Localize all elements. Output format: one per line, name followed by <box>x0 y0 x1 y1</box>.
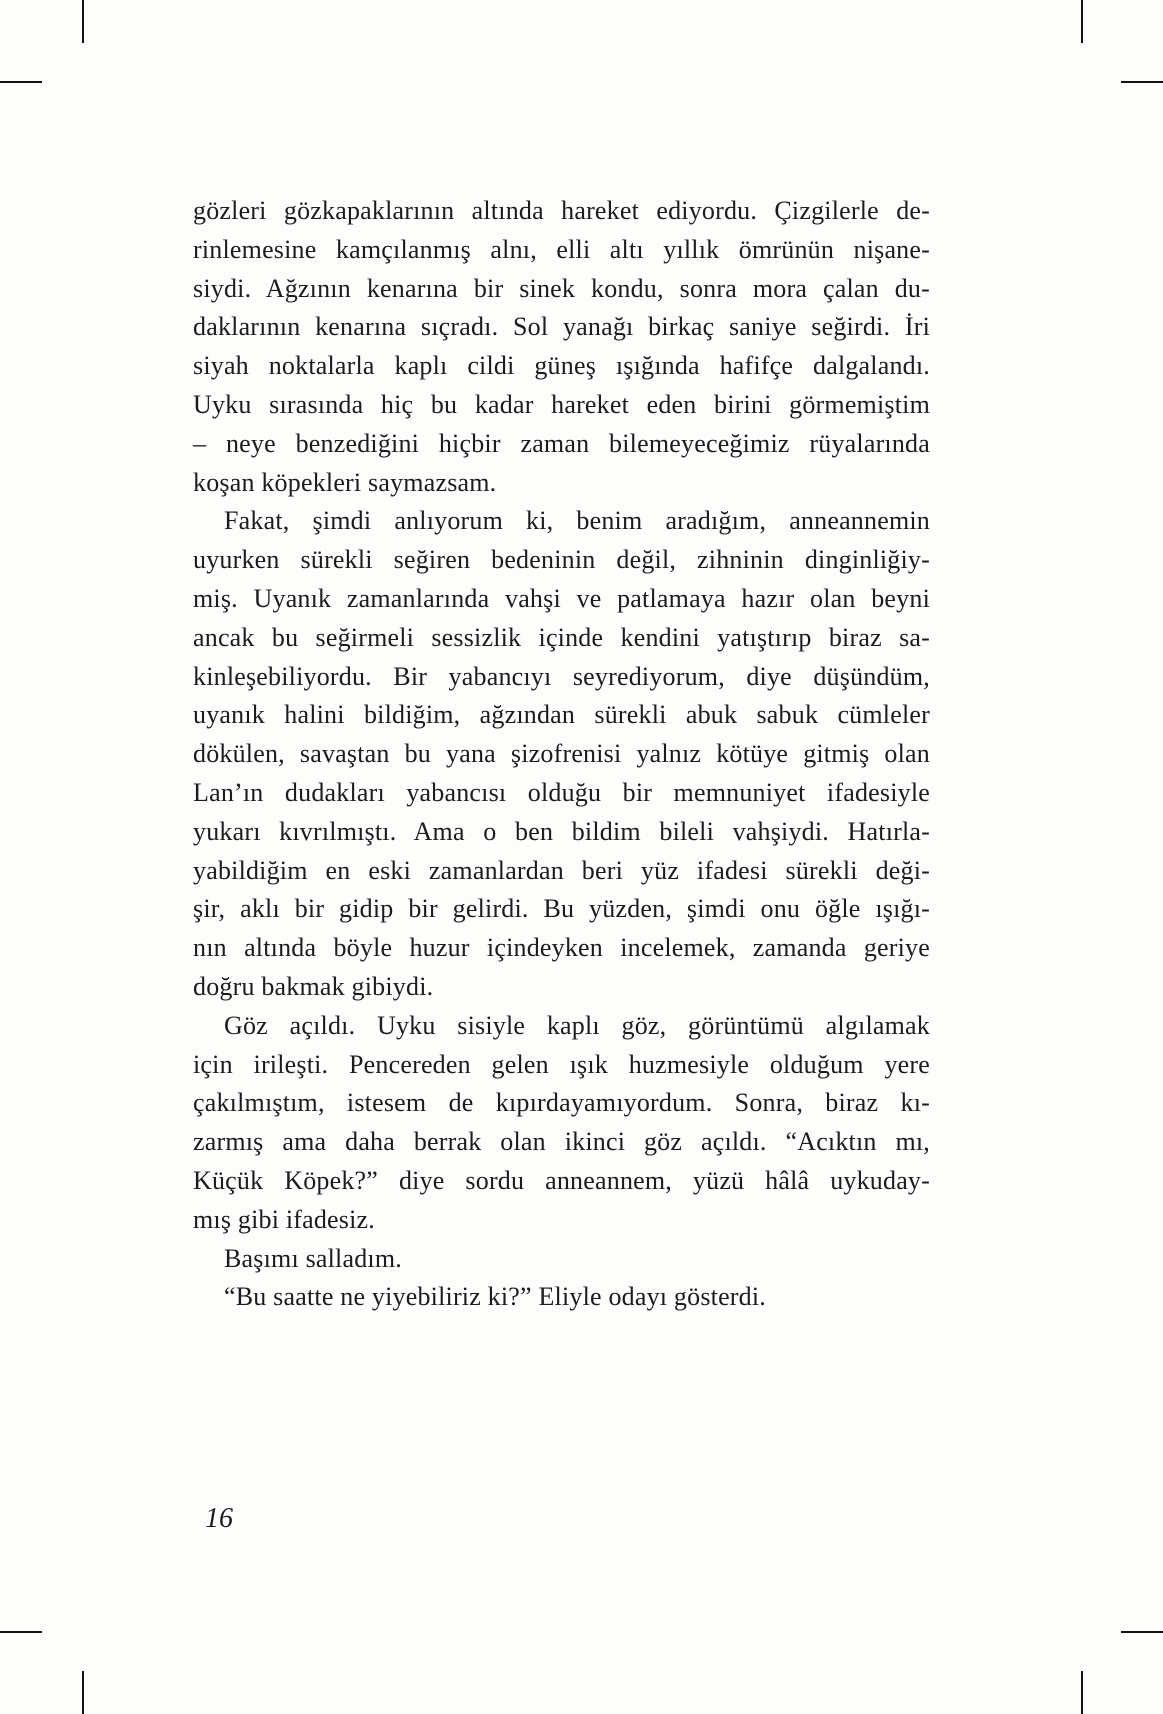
text-line: miş. Uyanık zamanlarında vahşi ve patlamaya hazır olan beyni <box>193 583 930 613</box>
crop-mark-bottom-left-horizontal <box>0 1631 42 1633</box>
text-line: mış gibi ifadesiz. <box>193 1204 375 1234</box>
text-line: yukarı kıvrılmıştı. Ama o ben bildim bileli vahşiydi. Hatırla- <box>193 816 930 846</box>
text-line: yabildiğim en eski zamanlardan beri yüz ifadesi sürekli deği- <box>193 855 930 885</box>
crop-mark-top-left-vertical <box>82 0 84 43</box>
crop-mark-top-left-horizontal <box>0 81 42 83</box>
text-line: rinlemesine kamçılanmış alnı, elli altı yıllık ömrünün nişane- <box>193 234 930 264</box>
text-line: – neye benzediğini hiçbir zaman bilemeyeceğimiz rüyalarında <box>193 428 930 458</box>
crop-mark-top-right-vertical <box>1081 0 1083 43</box>
text-line: uyurken sürekli seğiren bedeninin değil, zihninin dinginliğiy- <box>193 545 930 575</box>
text-line: zarmış ama daha berrak olan ikinci göz açıldı. “Acıktın mı, <box>193 1127 930 1157</box>
text-line: için irileşti. Pencereden gelen ışık huzmesiyle olduğum yere <box>193 1049 930 1079</box>
text-line: daklarının kenarına sıçradı. Sol yanağı birkaç saniye seğirdi. İri <box>193 312 930 342</box>
text-line: dökülen, savaştan bu yana şizofrenisi yalnız kötüye gitmiş olan <box>193 739 930 769</box>
text-line: Uyku sırasında hiç bu kadar hareket eden birini görmemiştim <box>193 389 930 419</box>
text-line: gözleri gözkapaklarının altında hareket ediyordu. Çizgilerle de- <box>193 196 930 225</box>
crop-mark-top-right-horizontal <box>1121 81 1163 83</box>
page-number: 16 <box>205 1503 233 1534</box>
text-line: doğru bakmak gibiydi. <box>193 971 434 1001</box>
crop-mark-bottom-left-vertical <box>82 1671 84 1714</box>
text-line: “Bu saatte ne yiyebiliriz ki?” Eliyle odayı gösterdi. <box>224 1282 766 1312</box>
crop-mark-bottom-right-vertical <box>1081 1671 1083 1714</box>
text-line: kinleşebiliyordu. Bir yabancıyı seyrediyorum, diye düşündüm, <box>193 661 930 691</box>
text-line: çakılmıştım, istesem de kıpırdayamıyordum. Sonra, biraz kı- <box>193 1088 930 1118</box>
text-line: nın altında böyle huzur içindeyken incelemek, zamanda geriye <box>193 933 930 963</box>
crop-mark-bottom-right-horizontal <box>1121 1631 1163 1633</box>
text-line: Küçük Köpek?” diye sordu anneannem, yüzü hâlâ uykuday- <box>193 1165 930 1195</box>
text-line: koşan köpekleri saymazsam. <box>193 467 497 497</box>
text-line: siyah noktalarla kaplı cildi güneş ışığında hafifçe dalgalandı. <box>193 351 930 381</box>
text-line: Göz açıldı. Uyku sisiyle kaplı göz, görüntümü algılamak <box>224 1010 930 1040</box>
text-line: Fakat, şimdi anlıyorum ki, benim aradığım, anneannemin <box>224 506 930 536</box>
text-line: siydi. Ağzının kenarına bir sinek kondu, sonra mora çalan du- <box>193 273 930 303</box>
body-text <box>193 192 930 1317</box>
text-line: uyanık halini bildiğim, ağzından sürekli abuk sabuk cümleler <box>193 700 930 730</box>
text-line: Başımı salladım. <box>224 1243 402 1273</box>
text-line: Lan’ın dudakları yabancısı olduğu bir memnuniyet ifadesiyle <box>193 777 930 807</box>
text-line: şir, aklı bir gidip bir gelirdi. Bu yüzden, şimdi onu öğle ışığı- <box>193 894 930 924</box>
text-line: ancak bu seğirmeli sessizlik içinde kendini yatıştırıp biraz sa- <box>193 622 930 652</box>
